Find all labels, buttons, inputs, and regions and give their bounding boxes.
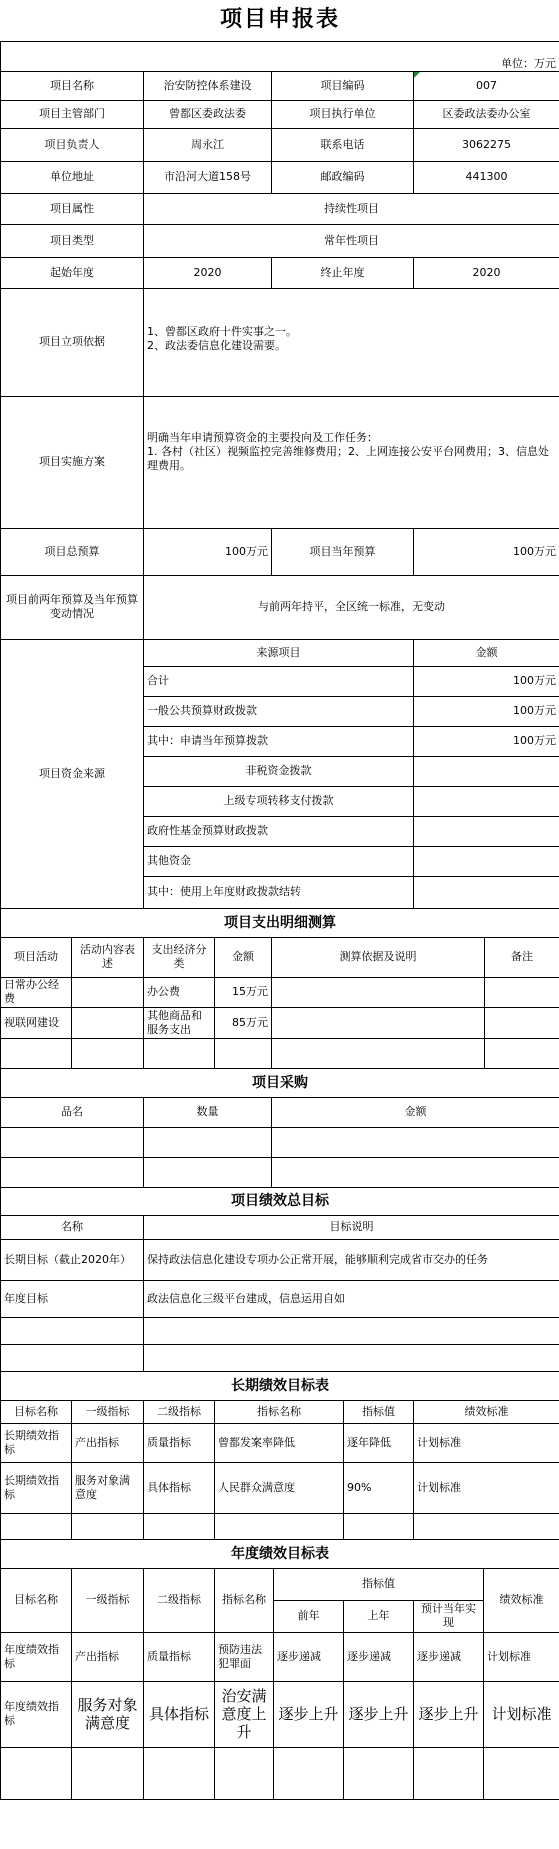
project-name-value[interactable]: 治安防控体系建设 <box>144 71 272 100</box>
annual-cell[interactable] <box>144 1747 215 1799</box>
postcode-label: 邮政编码 <box>272 161 414 193</box>
table-row <box>1 1239 559 1280</box>
expense-cell[interactable]: 85万元 <box>215 1007 272 1038</box>
overall-goal-desc[interactable] <box>144 1344 559 1371</box>
overall-goal-name <box>1 1317 144 1344</box>
table-row <box>1 1344 559 1371</box>
overall-goal-name <box>1 1344 144 1371</box>
annual-cell[interactable] <box>344 1747 414 1799</box>
table-row <box>1 1007 559 1038</box>
expense-header: 项目活动 <box>1 937 72 977</box>
overall-goal-desc[interactable]: 政法信息化三级平台建成，信息运用自如 <box>144 1280 559 1317</box>
purchase-cell[interactable] <box>144 1157 272 1187</box>
funding-row-amount[interactable]: 100万元 <box>414 726 559 756</box>
overall-goal-name: 长期目标（截止2020年） <box>1 1239 144 1280</box>
longterm-cell[interactable]: 产出指标 <box>72 1423 144 1462</box>
table-row <box>1 1423 559 1462</box>
funding-row-name: 上级专项转移支付拨款 <box>144 786 414 816</box>
longterm-cell[interactable]: 质量指标 <box>144 1423 215 1462</box>
exec-unit-label: 项目执行单位 <box>272 100 414 128</box>
expense-cell[interactable] <box>485 1038 559 1068</box>
dept-value[interactable]: 曾都区委政法委 <box>144 100 272 128</box>
expense-cell[interactable] <box>485 977 559 1007</box>
budget-change-label: 项目前两年预算及当年预算变动情况 <box>1 575 144 639</box>
longterm-cell[interactable]: 长期绩效指标 <box>1 1423 72 1462</box>
funding-row-name: 政府性基金预算财政拨款 <box>144 816 414 846</box>
annual-subheader: 预计当年实现 <box>414 1600 484 1632</box>
type-value[interactable]: 常年性项目 <box>144 224 559 257</box>
annual-cell[interactable]: 逐步上升 <box>344 1681 414 1747</box>
longterm-cell[interactable]: 服务对象满意度 <box>72 1462 144 1513</box>
longterm-goal-table <box>0 1371 559 1540</box>
annual-header: 指标值 <box>274 1568 484 1600</box>
page-title: 项目申报表 <box>1 0 559 41</box>
overall-header: 名称 <box>1 1215 144 1239</box>
table-row <box>1 1681 559 1747</box>
annual-cell[interactable] <box>1 1747 72 1799</box>
funding-row-name: 其中：使用上年度财政拨款结转 <box>144 876 414 908</box>
funding-row-amount[interactable] <box>414 756 559 786</box>
address-value[interactable]: 市沿河大道158号 <box>144 161 272 193</box>
longterm-section-title: 长期绩效目标表 <box>1 1371 559 1400</box>
overall-goal-desc[interactable]: 保持政法信息化建设专项办公正常开展，能够顺利完成省市交办的任务 <box>144 1239 559 1280</box>
longterm-cell[interactable] <box>144 1513 215 1539</box>
unit-label: 单位：万元 <box>1 41 559 71</box>
phone-value[interactable]: 3062275 <box>414 128 559 161</box>
total-budget-value[interactable]: 100万元 <box>144 528 272 575</box>
expense-cell[interactable]: 15万元 <box>215 977 272 1007</box>
longterm-cell[interactable]: 具体指标 <box>144 1462 215 1513</box>
end-year-value[interactable]: 2020 <box>414 257 559 288</box>
funding-row-amount[interactable] <box>414 846 559 876</box>
type-label: 项目类型 <box>1 224 144 257</box>
annual-cell[interactable]: 逐步递减 <box>274 1632 344 1681</box>
purchase-cell[interactable] <box>272 1127 559 1157</box>
address-label: 单位地址 <box>1 161 144 193</box>
funding-row-amount[interactable]: 100万元 <box>414 696 559 726</box>
annual-subheader: 上年 <box>344 1600 414 1632</box>
longterm-cell[interactable]: 人民群众满意度 <box>215 1462 344 1513</box>
expense-cell[interactable] <box>272 1038 485 1068</box>
plan-value[interactable]: 明确当年申请预算资金的主要投向及工作任务： 1. 各村（社区）视频监控完善维修费用；2、上网连接公安平台网费用；3、信息处理费用。 <box>144 396 559 528</box>
purchase-header: 数量 <box>144 1097 272 1127</box>
annual-cell[interactable]: 计划标准 <box>484 1632 559 1681</box>
longterm-cell[interactable]: 计划标准 <box>414 1423 559 1462</box>
expense-cell[interactable]: 其他商品和服务支出 <box>144 1007 215 1038</box>
funding-row-amount[interactable] <box>414 876 559 908</box>
annual-header: 目标名称 <box>1 1568 72 1632</box>
expense-header: 支出经济分类 <box>144 937 215 977</box>
overall-section-title: 项目绩效总目标 <box>1 1187 559 1215</box>
expense-cell[interactable] <box>72 1038 144 1068</box>
purchase-header: 金额 <box>272 1097 559 1127</box>
expense-header: 备注 <box>485 937 559 977</box>
dept-label: 项目主管部门 <box>1 100 144 128</box>
longterm-cell[interactable] <box>414 1513 559 1539</box>
plan-label: 项目实施方案 <box>1 396 144 528</box>
expense-cell[interactable] <box>485 1007 559 1038</box>
annual-header: 一级指标 <box>72 1568 144 1632</box>
funding-row-name: 其中：申请当年预算拨款 <box>144 726 414 756</box>
funding-col-source: 来源项目 <box>144 639 414 666</box>
annual-cell[interactable]: 服务对象满意度 <box>72 1681 144 1747</box>
table-row <box>1 1462 559 1513</box>
phone-label: 联系电话 <box>272 128 414 161</box>
annual-cell[interactable]: 年度绩效指标 <box>1 1681 72 1747</box>
annual-cell[interactable] <box>484 1747 559 1799</box>
annual-cell[interactable] <box>414 1747 484 1799</box>
longterm-header: 指标名称 <box>215 1400 344 1423</box>
expense-cell[interactable] <box>72 1007 144 1038</box>
longterm-cell[interactable] <box>1 1513 72 1539</box>
purchase-cell[interactable] <box>272 1157 559 1187</box>
expense-section-title: 项目支出明细测算 <box>1 908 559 937</box>
table-row <box>1 1127 559 1157</box>
funding-row-name: 非税资金拨款 <box>144 756 414 786</box>
expense-header: 活动内容表述 <box>72 937 144 977</box>
annual-cell[interactable]: 年度绩效指标 <box>1 1632 72 1681</box>
table-row <box>1 1632 559 1681</box>
annual-cell[interactable]: 逐步递减 <box>344 1632 414 1681</box>
annual-cell[interactable] <box>215 1747 274 1799</box>
expense-cell[interactable] <box>1 1038 72 1068</box>
annual-cell[interactable]: 逐步上升 <box>274 1681 344 1747</box>
table-row <box>1 977 559 1007</box>
project-name-label: 项目名称 <box>1 71 144 100</box>
year-budget-value[interactable]: 100万元 <box>414 528 559 575</box>
table-row <box>1 1513 559 1539</box>
annual-goal-table <box>0 1539 559 1800</box>
cell-comment-marker <box>414 72 420 78</box>
expense-cell[interactable] <box>272 1007 485 1038</box>
annual-cell[interactable] <box>274 1747 344 1799</box>
annual-header: 绩效标准 <box>484 1568 559 1632</box>
expense-cell[interactable]: 日常办公经费 <box>1 977 72 1007</box>
table-row <box>1 1157 559 1187</box>
annual-header: 指标名称 <box>215 1568 274 1632</box>
attribute-value[interactable]: 持续性项目 <box>144 193 559 224</box>
basis-label: 项目立项依据 <box>1 288 144 396</box>
longterm-cell[interactable] <box>344 1513 414 1539</box>
funding-row-name: 一般公共预算财政拨款 <box>144 696 414 726</box>
basis-value[interactable]: 1、曾都区政府十件实事之一。 2、政法委信息化建设需要。 <box>144 288 559 396</box>
expense-table <box>0 908 559 1069</box>
table-row <box>1 1280 559 1317</box>
start-year-label: 起始年度 <box>1 257 144 288</box>
table-row <box>1 1317 559 1344</box>
exec-unit-value[interactable]: 区委政法委办公室 <box>414 100 559 128</box>
annual-cell[interactable]: 质量指标 <box>144 1632 215 1681</box>
project-code-value[interactable]: 007 <box>414 71 559 100</box>
funding-row-amount[interactable]: 100万元 <box>414 666 559 696</box>
end-year-label: 终止年度 <box>272 257 414 288</box>
overall-goal-name: 年度目标 <box>1 1280 144 1317</box>
purchase-table <box>0 1068 559 1188</box>
leader-value[interactable]: 周永江 <box>144 128 272 161</box>
funding-source-label: 项目资金来源 <box>1 639 144 908</box>
funding-table <box>0 639 559 909</box>
budget-change-value[interactable]: 与前两年持平，全区统一标准，无变动 <box>144 575 559 639</box>
annual-cell[interactable]: 逐步递减 <box>414 1632 484 1681</box>
annual-subheader: 前年 <box>274 1600 344 1632</box>
annual-section-title: 年度绩效目标表 <box>1 1539 559 1568</box>
longterm-cell[interactable]: 逐年降低 <box>344 1423 414 1462</box>
table-row <box>1 1747 559 1799</box>
project-code-label: 项目编码 <box>272 71 414 100</box>
postcode-value[interactable]: 441300 <box>414 161 559 193</box>
funding-col-amount: 金额 <box>414 639 559 666</box>
annual-cell[interactable]: 具体指标 <box>144 1681 215 1747</box>
expense-cell[interactable] <box>215 1038 272 1068</box>
longterm-header: 二级指标 <box>144 1400 215 1423</box>
expense-cell[interactable] <box>144 1038 215 1068</box>
longterm-header: 一级指标 <box>72 1400 144 1423</box>
overall-goal-table <box>0 1187 559 1372</box>
longterm-cell[interactable] <box>215 1513 344 1539</box>
leader-label: 项目负责人 <box>1 128 144 161</box>
longterm-header: 绩效标准 <box>414 1400 559 1423</box>
annual-cell[interactable]: 治安满意度上升 <box>215 1681 274 1747</box>
basic-info-table <box>0 0 559 640</box>
annual-cell[interactable]: 产出指标 <box>72 1632 144 1681</box>
funding-row-amount[interactable] <box>414 816 559 846</box>
expense-header: 测算依据及说明 <box>272 937 485 977</box>
longterm-cell[interactable]: 长期绩效指标 <box>1 1462 72 1513</box>
expense-cell[interactable]: 视联网建设 <box>1 1007 72 1038</box>
purchase-cell[interactable] <box>144 1127 272 1157</box>
expense-header: 金额 <box>215 937 272 977</box>
longterm-cell[interactable]: 90% <box>344 1462 414 1513</box>
annual-cell[interactable]: 计划标准 <box>484 1681 559 1747</box>
year-budget-label: 项目当年预算 <box>272 528 414 575</box>
attribute-label: 项目属性 <box>1 193 144 224</box>
longterm-cell[interactable]: 计划标准 <box>414 1462 559 1513</box>
funding-row-amount[interactable] <box>414 786 559 816</box>
overall-header: 目标说明 <box>144 1215 559 1239</box>
funding-row-name: 其他资金 <box>144 846 414 876</box>
annual-cell[interactable]: 预防违法犯罪面 <box>215 1632 274 1681</box>
table-row <box>1 1038 559 1068</box>
expense-cell[interactable] <box>272 977 485 1007</box>
purchase-section-title: 项目采购 <box>1 1068 559 1097</box>
start-year-value[interactable]: 2020 <box>144 257 272 288</box>
purchase-header: 品名 <box>1 1097 144 1127</box>
annual-cell[interactable]: 逐步上升 <box>414 1681 484 1747</box>
expense-cell[interactable] <box>72 977 144 1007</box>
overall-goal-desc[interactable] <box>144 1317 559 1344</box>
funding-row-name: 合计 <box>144 666 414 696</box>
annual-header: 二级指标 <box>144 1568 215 1632</box>
annual-cell[interactable] <box>72 1747 144 1799</box>
longterm-cell[interactable] <box>72 1513 144 1539</box>
longterm-header: 目标名称 <box>1 1400 72 1423</box>
purchase-cell[interactable] <box>1 1157 144 1187</box>
expense-cell[interactable]: 办公费 <box>144 977 215 1007</box>
longterm-cell[interactable]: 曾都发案率降低 <box>215 1423 344 1462</box>
longterm-header: 指标值 <box>344 1400 414 1423</box>
purchase-cell[interactable] <box>1 1127 144 1157</box>
total-budget-label: 项目总预算 <box>1 528 144 575</box>
